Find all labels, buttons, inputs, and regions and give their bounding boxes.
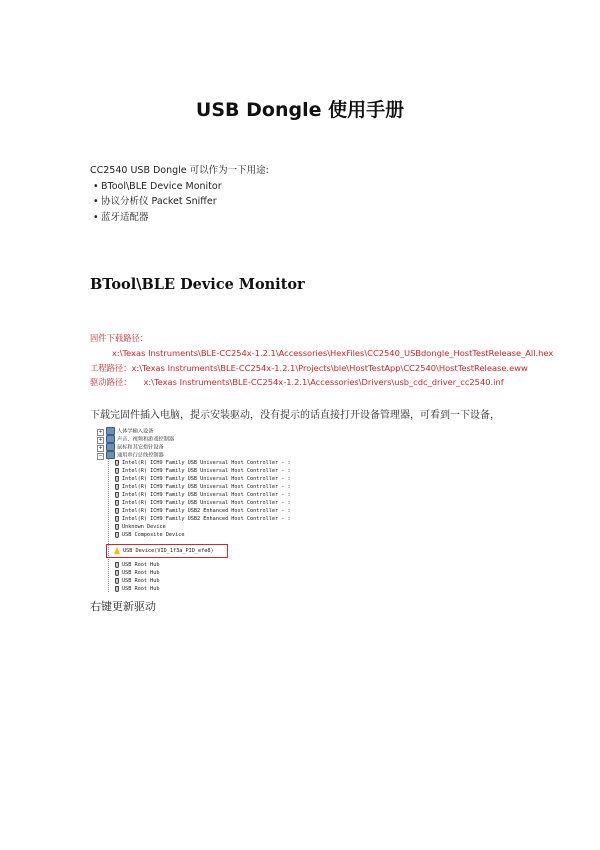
usb-hub-icon: [114, 570, 120, 576]
firmware-label: 固件下载路径：: [90, 333, 149, 343]
device-row[interactable]: USB Root Hub: [114, 585, 159, 592]
usb-device-icon: [114, 492, 120, 498]
driver-path-line: [90, 375, 530, 390]
category-row[interactable]: 人体学输入设备: [106, 427, 153, 435]
device-row[interactable]: Intel(R) ICH9 Family USB Universal Host Controller - :: [114, 459, 291, 467]
section-heading: BTool\BLE Device Monitor: [90, 276, 305, 293]
bullet-icon: •: [93, 211, 99, 223]
project-path: x:\Texas Instruments\BLE-CC254x-1.2.1\Projects\ble\HostTestApp\CC2540\HostTestRelease.eww: [131, 362, 528, 373]
usb-hub-icon: [114, 578, 120, 584]
usage-list: [90, 179, 269, 226]
device-row[interactable]: Intel(R) ICH9 Family USB Universal Host Controller - :: [114, 499, 291, 507]
project-path-line: [90, 361, 530, 376]
device-row[interactable]: Unknown Device: [114, 523, 166, 531]
intro-lead: CC2540 USB Dongle 可以作为一下用途:: [90, 165, 269, 176]
usb-device-icon: [114, 524, 120, 530]
driver-path: x:\Texas Instruments\BLE-CC254x-1.2.1\Accessories\Drivers\usb_cdc_driver_cc2540.inf: [143, 377, 504, 388]
bullet-icon: •: [93, 196, 99, 207]
device-row[interactable]: Intel(R) ICH9 Family USB Universal Host Controller - :: [114, 483, 291, 491]
expand-icon[interactable]: +: [98, 429, 103, 435]
caption-text: 右键更新驱动: [90, 600, 156, 613]
category-row[interactable]: 鼠标和其它指针设备: [106, 443, 164, 451]
path-block: [90, 331, 554, 390]
device-row[interactable]: Intel(R) ICH9 Family USB Universal Host Controller - :: [114, 467, 291, 475]
usage-item: • 协议分析仪 Packet Sniffer: [90, 194, 269, 210]
device-row[interactable]: Intel(R) ICH9 Family USB2 Enhanced Host Controller - :: [114, 507, 291, 515]
intro-block: [90, 163, 269, 225]
collapse-icon[interactable]: −: [98, 453, 103, 459]
usb-device-icon: [114, 500, 120, 506]
instruction-note: 下载完固件插入电脑，提示安装驱动，没有提示的话直接打开设备管理器，可看到一下设备，: [90, 410, 500, 421]
device-row[interactable]: USB Root Hub: [114, 561, 159, 569]
usb-device-icon: [114, 484, 120, 490]
usb-device-icon: [114, 468, 120, 474]
device-row[interactable]: USB Root Hub: [114, 577, 159, 585]
usb-hub-icon: [114, 586, 120, 592]
expand-icon[interactable]: +: [98, 437, 103, 443]
usb-device-icon: [114, 508, 120, 514]
project-label: 工程路径：: [90, 362, 132, 373]
sound-icon: [106, 435, 115, 443]
usage-item: • 蓝牙适配器: [90, 210, 269, 226]
usb-device-icon: [114, 476, 120, 482]
firmware-path: x:\Texas Instruments\BLE-CC254x-1.2.1\Accessories\HexFiles\CC2540_USBdongle_HostTestRelease_All.hex: [112, 347, 554, 358]
usb-controller-icon: [106, 451, 115, 459]
device-row[interactable]: Intel(R) ICH9 Family USB Universal Host Controller - :: [114, 491, 291, 499]
usage-item: • BTool\BLE Device Monitor: [90, 179, 269, 195]
hid-icon: [106, 427, 115, 435]
category-row[interactable]: 通用串行总线控制器: [106, 451, 164, 459]
expand-icon[interactable]: +: [98, 445, 103, 451]
device-row-highlighted[interactable]: USB Device(VID_1f3a_PID_efe8): [114, 547, 214, 555]
device-row[interactable]: Intel(R) ICH9 Family USB Universal Host Controller - :: [114, 475, 291, 483]
document-title: USB Dongle 使用手册: [195, 99, 405, 121]
usb-device-icon: [114, 516, 120, 522]
device-row[interactable]: USB Composite Device: [114, 531, 184, 539]
bullet-icon: •: [93, 180, 99, 192]
highlight-box: [106, 544, 228, 558]
usb-device-icon: [114, 460, 120, 466]
device-manager-screenshot: [96, 426, 310, 592]
usb-device-icon: [114, 532, 120, 538]
device-row[interactable]: Intel(R) ICH9 Family USB2 Enhanced Host Controller - :: [114, 515, 291, 523]
usb-hub-icon: [114, 562, 120, 568]
device-row[interactable]: USB Root Hub: [114, 569, 159, 577]
category-row[interactable]: 声音、视频和游戏控制器: [106, 435, 174, 443]
driver-label: 驱动路径：: [90, 377, 132, 388]
mouse-icon: [106, 443, 115, 451]
